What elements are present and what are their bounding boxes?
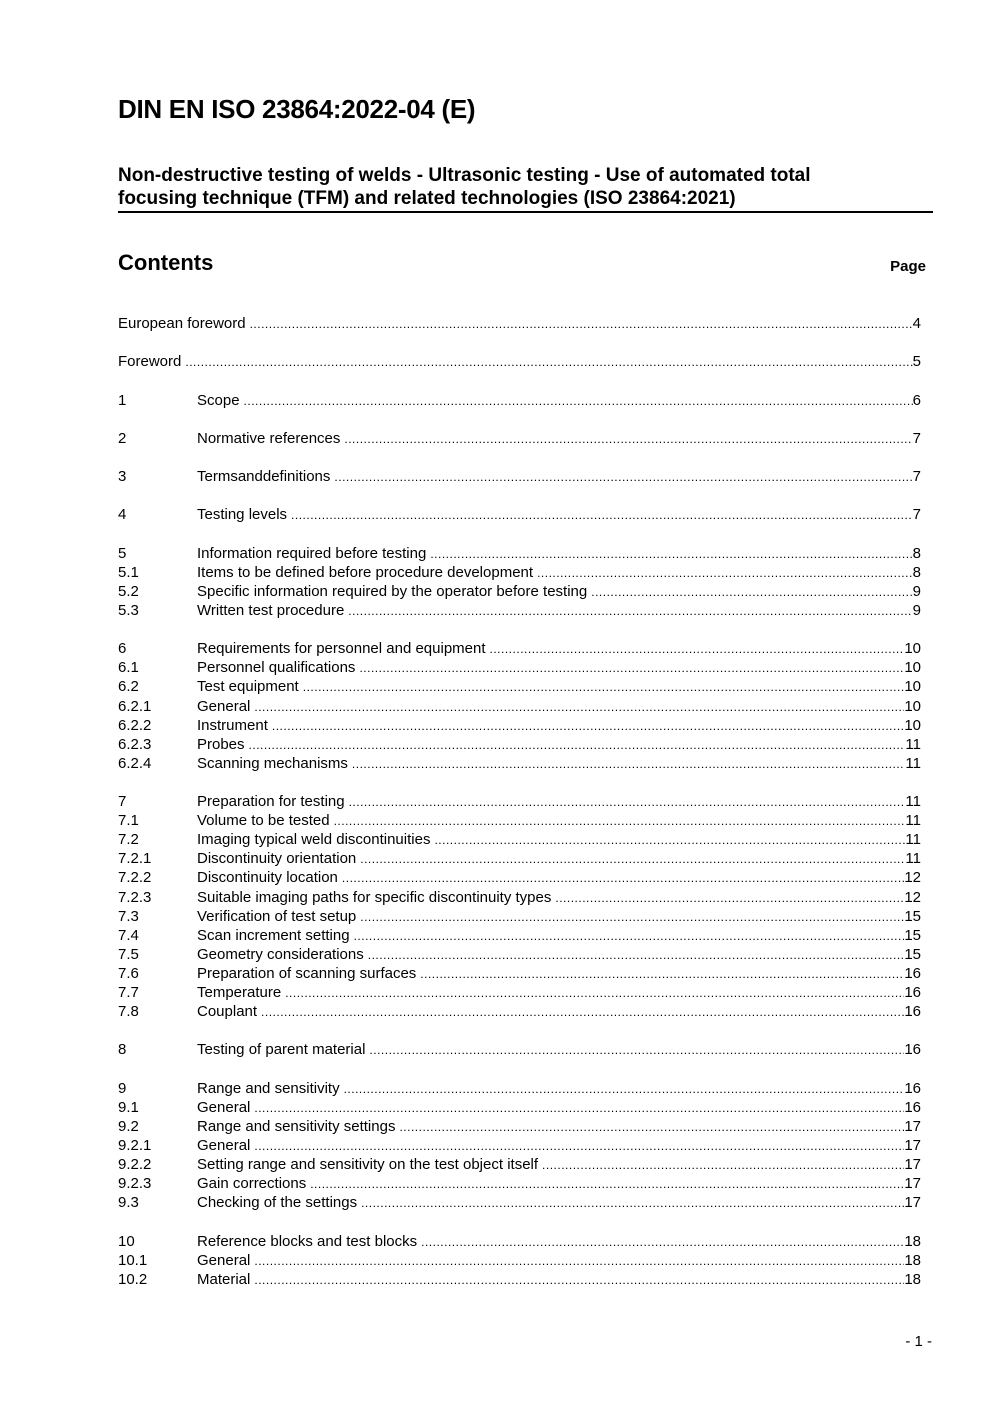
toc-entry-title: General — [197, 1136, 251, 1154]
toc-entry-title: Written test procedure — [197, 601, 345, 619]
toc-entry-number: 9.1 — [118, 1098, 139, 1116]
toc-entry-page: 11 — [905, 850, 921, 868]
toc-entry[interactable] — [118, 563, 921, 582]
toc-entry[interactable] — [118, 1232, 921, 1251]
toc-entry-page: 8 — [912, 563, 921, 581]
toc-entry[interactable] — [118, 391, 921, 410]
title-line-2: focusing technique (TFM) and related technologies (ISO 23864:2021) — [118, 188, 736, 209]
dot-leader — [361, 1194, 904, 1213]
title-line-1: Non-destructive testing of welds - Ultrasonic testing - Use of automated total — [118, 165, 811, 186]
toc-entry-page: 8 — [912, 544, 921, 562]
toc-entry[interactable] — [118, 467, 921, 486]
dot-leader — [254, 1271, 904, 1290]
toc-entry[interactable] — [118, 582, 921, 601]
toc-entry-page: 16 — [904, 964, 921, 982]
dot-leader — [434, 831, 905, 850]
toc-group — [118, 314, 921, 333]
toc-entry-page: 17 — [904, 1156, 921, 1174]
toc-entry-title: Preparation for testing — [197, 793, 345, 811]
toc-entry-number: 6 — [118, 640, 127, 658]
toc-group — [118, 467, 921, 486]
page-column-label: Page — [890, 258, 926, 275]
dot-leader — [250, 315, 913, 334]
toc-entry-number: 7.2.1 — [118, 850, 152, 868]
toc-group — [118, 505, 921, 524]
toc-entry[interactable] — [118, 945, 921, 964]
toc-entry-number: 6.1 — [118, 659, 139, 677]
toc-entry-title: General — [197, 1098, 251, 1116]
toc-entry[interactable] — [118, 1136, 921, 1155]
dot-leader — [430, 545, 912, 564]
dot-leader — [352, 755, 906, 774]
toc-entry-page: 17 — [904, 1117, 921, 1135]
toc-entry-title: Couplant — [197, 1003, 258, 1021]
toc-entry-number: 7.1 — [118, 812, 139, 830]
toc-entry-page: 17 — [904, 1136, 921, 1154]
toc-entry[interactable] — [118, 907, 921, 926]
dot-leader — [334, 468, 912, 487]
toc-entry-number: 7.2.3 — [118, 888, 152, 906]
toc-entry-title: Personnel qualifications — [197, 659, 356, 677]
document-title — [118, 164, 933, 213]
toc-entry-number: 5.1 — [118, 563, 139, 581]
toc-entry-page: 18 — [904, 1251, 921, 1269]
toc-entry-title: Testing levels — [197, 506, 288, 524]
toc-entry-number: 4 — [118, 506, 127, 524]
toc-entry-title: Volume to be tested — [197, 812, 330, 830]
toc-entry-number: 7.4 — [118, 926, 139, 944]
toc-entry[interactable] — [118, 1270, 921, 1289]
toc-entry-page: 17 — [904, 1175, 921, 1193]
toc-entry-page: 10 — [904, 678, 921, 696]
toc-entry-page: 15 — [904, 945, 921, 963]
toc-entry[interactable] — [118, 1174, 921, 1193]
toc-entry-page: 12 — [904, 888, 921, 906]
toc-entry-number: 7 — [118, 793, 127, 811]
dot-leader — [537, 564, 913, 583]
toc-entry-number: 6.2.4 — [118, 754, 152, 772]
toc-entry-page: 7 — [912, 506, 921, 524]
toc-entry-page: 12 — [904, 869, 921, 887]
toc-entry-number: 6.2.1 — [118, 697, 152, 715]
toc-entry[interactable] — [118, 601, 921, 620]
dot-leader — [354, 927, 905, 946]
toc-entry[interactable] — [118, 849, 921, 868]
dot-leader — [310, 1175, 904, 1194]
toc-entry-title: Range and sensitivity settings — [197, 1117, 396, 1135]
toc-entry-number: 7.6 — [118, 964, 139, 982]
toc-entry-title: Verification of test setup — [197, 907, 357, 925]
dot-leader — [261, 1003, 904, 1022]
toc-entry-title: Probes — [197, 735, 245, 753]
toc-entry-title: Requirements for personnel and equipment — [197, 640, 486, 658]
toc-entry[interactable] — [118, 754, 921, 773]
toc-entry-title: General — [197, 697, 251, 715]
toc-entry-page: 5 — [912, 353, 921, 371]
toc-group — [118, 544, 921, 620]
toc-entry-page: 11 — [905, 735, 921, 753]
toc-entry[interactable] — [118, 429, 921, 448]
toc-entry-page: 17 — [904, 1194, 921, 1212]
toc-entry-number: 10.1 — [118, 1251, 148, 1269]
toc-entry-title: Preparation of scanning surfaces — [197, 964, 417, 982]
toc-entry-title: Specific information required by the operator before testing — [197, 582, 588, 600]
toc-entry[interactable] — [118, 505, 921, 524]
toc-group — [118, 1232, 921, 1289]
dot-leader — [249, 736, 906, 755]
toc-entry-title: Reference blocks and test blocks — [197, 1232, 418, 1250]
toc-entry-page: 11 — [905, 831, 921, 849]
dot-leader — [285, 984, 904, 1003]
toc-entry[interactable] — [118, 868, 921, 887]
toc-entry-title: Information required before testing — [197, 544, 427, 562]
dot-leader — [421, 1233, 904, 1252]
toc-entry-title: Instrument — [197, 716, 268, 734]
toc-entry-page: 15 — [904, 907, 921, 925]
dot-leader — [349, 793, 906, 812]
toc-entry-number: 7.7 — [118, 984, 139, 1002]
toc-entry-title: Discontinuity location — [197, 869, 338, 887]
toc-entry-number: 9.3 — [118, 1194, 139, 1212]
toc-group — [118, 1040, 921, 1059]
toc-entry[interactable] — [118, 792, 921, 811]
toc-entry-title: Geometry considerations — [197, 945, 364, 963]
toc-entry-title: Foreword — [118, 353, 182, 371]
toc-entry-number: 9.2.2 — [118, 1156, 152, 1174]
toc-entry-title: Checking of the settings — [197, 1194, 358, 1212]
toc-entry-page: 11 — [905, 793, 921, 811]
dot-leader — [334, 812, 906, 831]
toc-entry-title: Discontinuity orientation — [197, 850, 357, 868]
toc-entry-title: Imaging typical weld discontinuities — [197, 831, 431, 849]
toc-entry-number: 5 — [118, 544, 127, 562]
toc-entry-page: 11 — [905, 812, 921, 830]
toc-entry[interactable] — [118, 1002, 921, 1021]
toc-entry[interactable] — [118, 352, 921, 371]
toc-entry-number: 3 — [118, 468, 127, 486]
document-id: DIN EN ISO 23864:2022-04 (E) — [118, 94, 476, 124]
toc-entry-title: Normative references — [197, 429, 341, 447]
toc-entry-page: 4 — [912, 315, 921, 332]
toc-entry-title: Scan increment setting — [197, 926, 350, 944]
dot-leader — [360, 850, 905, 869]
toc-entry-title: Setting range and sensitivity on the test object itself — [197, 1156, 539, 1174]
toc-entry-number: 7.8 — [118, 1003, 139, 1021]
toc-entry-title: Items to be defined before procedure development — [197, 563, 534, 581]
toc-entry-number: 9.2 — [118, 1117, 139, 1135]
dot-leader — [555, 889, 904, 908]
dot-leader — [254, 1252, 904, 1271]
dot-leader — [344, 1080, 905, 1099]
toc-entry-number: 9.2.1 — [118, 1136, 152, 1154]
toc-entry-number: 6.2 — [118, 678, 139, 696]
toc-entry-page: 16 — [904, 1079, 921, 1097]
dot-leader — [254, 1099, 904, 1118]
toc-entry-number: 2 — [118, 429, 127, 447]
dot-leader — [360, 908, 904, 927]
toc-entry-number: 8 — [118, 1041, 127, 1059]
toc-entry[interactable] — [118, 314, 921, 333]
toc-entry[interactable] — [118, 697, 921, 716]
toc-entry[interactable] — [118, 888, 921, 907]
toc-entry-page: 10 — [904, 640, 921, 658]
toc-entry-page: 10 — [904, 716, 921, 734]
toc-entry[interactable] — [118, 677, 921, 696]
toc-group — [118, 1079, 921, 1213]
toc-entry-number: 10 — [118, 1232, 135, 1250]
toc-entry-number: 1 — [118, 391, 127, 409]
dot-leader — [272, 717, 904, 736]
dot-leader — [342, 869, 904, 888]
toc-entry-title: General — [197, 1251, 251, 1269]
toc-entry-page: 7 — [912, 429, 921, 447]
toc-group — [118, 639, 921, 773]
toc-entry[interactable] — [118, 964, 921, 983]
toc-entry-title: European foreword — [118, 315, 246, 332]
dot-leader — [254, 698, 904, 717]
toc-entry-page: 10 — [904, 659, 921, 677]
toc-entry-page: 16 — [904, 1003, 921, 1021]
toc-entry-number: 6.2.3 — [118, 735, 152, 753]
toc-entry-title: Scope — [197, 391, 240, 409]
toc-entry-title: Range and sensitivity — [197, 1079, 340, 1097]
toc-entry-page: 10 — [904, 697, 921, 715]
toc-entry-title: Temperature — [197, 984, 282, 1002]
toc-entry[interactable] — [118, 716, 921, 735]
toc-entry[interactable] — [118, 1251, 921, 1270]
dot-leader — [344, 430, 912, 449]
toc-entry-page: 11 — [905, 754, 921, 772]
dot-leader — [244, 392, 913, 411]
toc-group — [118, 429, 921, 448]
toc-entry-number: 6.2.2 — [118, 716, 152, 734]
page-number: - 1 - — [905, 1333, 932, 1350]
dot-leader — [542, 1156, 904, 1175]
toc-entry-number: 5.3 — [118, 601, 139, 619]
toc-entry-page: 9 — [912, 601, 921, 619]
toc-entry-title: Testing of parent material — [197, 1041, 366, 1059]
toc-entry[interactable] — [118, 639, 921, 658]
toc-entry-title: Suitable imaging paths for specific discontinuity types — [197, 888, 552, 906]
toc-entry[interactable] — [118, 658, 921, 677]
dot-leader — [185, 353, 912, 372]
toc-entry-page: 18 — [904, 1232, 921, 1250]
toc-entry[interactable] — [118, 735, 921, 754]
dot-leader — [399, 1118, 904, 1137]
toc-entry[interactable] — [118, 926, 921, 945]
toc-entry-page: 6 — [912, 391, 921, 409]
toc-entry[interactable] — [118, 811, 921, 830]
dot-leader — [490, 640, 905, 659]
dot-leader — [303, 678, 905, 697]
dot-leader — [254, 1137, 904, 1156]
toc-entry-number: 7.3 — [118, 907, 139, 925]
toc-entry-title: Test equipment — [197, 678, 299, 696]
toc-entry[interactable] — [118, 1079, 921, 1098]
toc-entry-title: Scanning mechanisms — [197, 754, 348, 772]
toc-entry-number: 9 — [118, 1079, 127, 1097]
dot-leader — [348, 602, 912, 621]
toc-entry-page: 7 — [912, 468, 921, 486]
dot-leader — [591, 583, 912, 602]
toc-entry-number: 7.2 — [118, 831, 139, 849]
toc-entry[interactable] — [118, 1117, 921, 1136]
toc-group — [118, 352, 921, 371]
toc-entry[interactable] — [118, 544, 921, 563]
toc-entry-title: Gain corrections — [197, 1175, 307, 1193]
toc-entry[interactable] — [118, 983, 921, 1002]
toc-entry-number: 9.2.3 — [118, 1175, 152, 1193]
toc-entry-page: 15 — [904, 926, 921, 944]
toc-entry-page: 16 — [904, 1098, 921, 1116]
toc-entry[interactable] — [118, 1193, 921, 1212]
toc-entry-number: 7.5 — [118, 945, 139, 963]
toc-entry-number: 10.2 — [118, 1270, 148, 1288]
dot-leader — [291, 506, 913, 525]
toc-entry-page: 16 — [904, 1041, 921, 1059]
toc-entry-page: 16 — [904, 984, 921, 1002]
dot-leader — [359, 659, 904, 678]
toc-entry[interactable] — [118, 1098, 921, 1117]
toc-entry-page: 18 — [904, 1270, 921, 1288]
toc-entry[interactable] — [118, 1155, 921, 1174]
dot-leader — [368, 946, 905, 965]
contents-heading: Contents — [118, 250, 214, 275]
toc-entry-number: 5.2 — [118, 582, 139, 600]
dot-leader — [420, 965, 904, 984]
dot-leader — [369, 1041, 904, 1060]
toc-entry[interactable] — [118, 1040, 921, 1059]
toc-entry-title: Termsanddefinitions — [197, 468, 331, 486]
toc-entry-number: 7.2.2 — [118, 869, 152, 887]
toc-group — [118, 391, 921, 410]
toc-group — [118, 792, 921, 1021]
table-of-contents — [118, 314, 921, 1308]
toc-entry-page: 9 — [912, 582, 921, 600]
toc-entry[interactable] — [118, 830, 921, 849]
toc-entry-title: Material — [197, 1270, 251, 1288]
